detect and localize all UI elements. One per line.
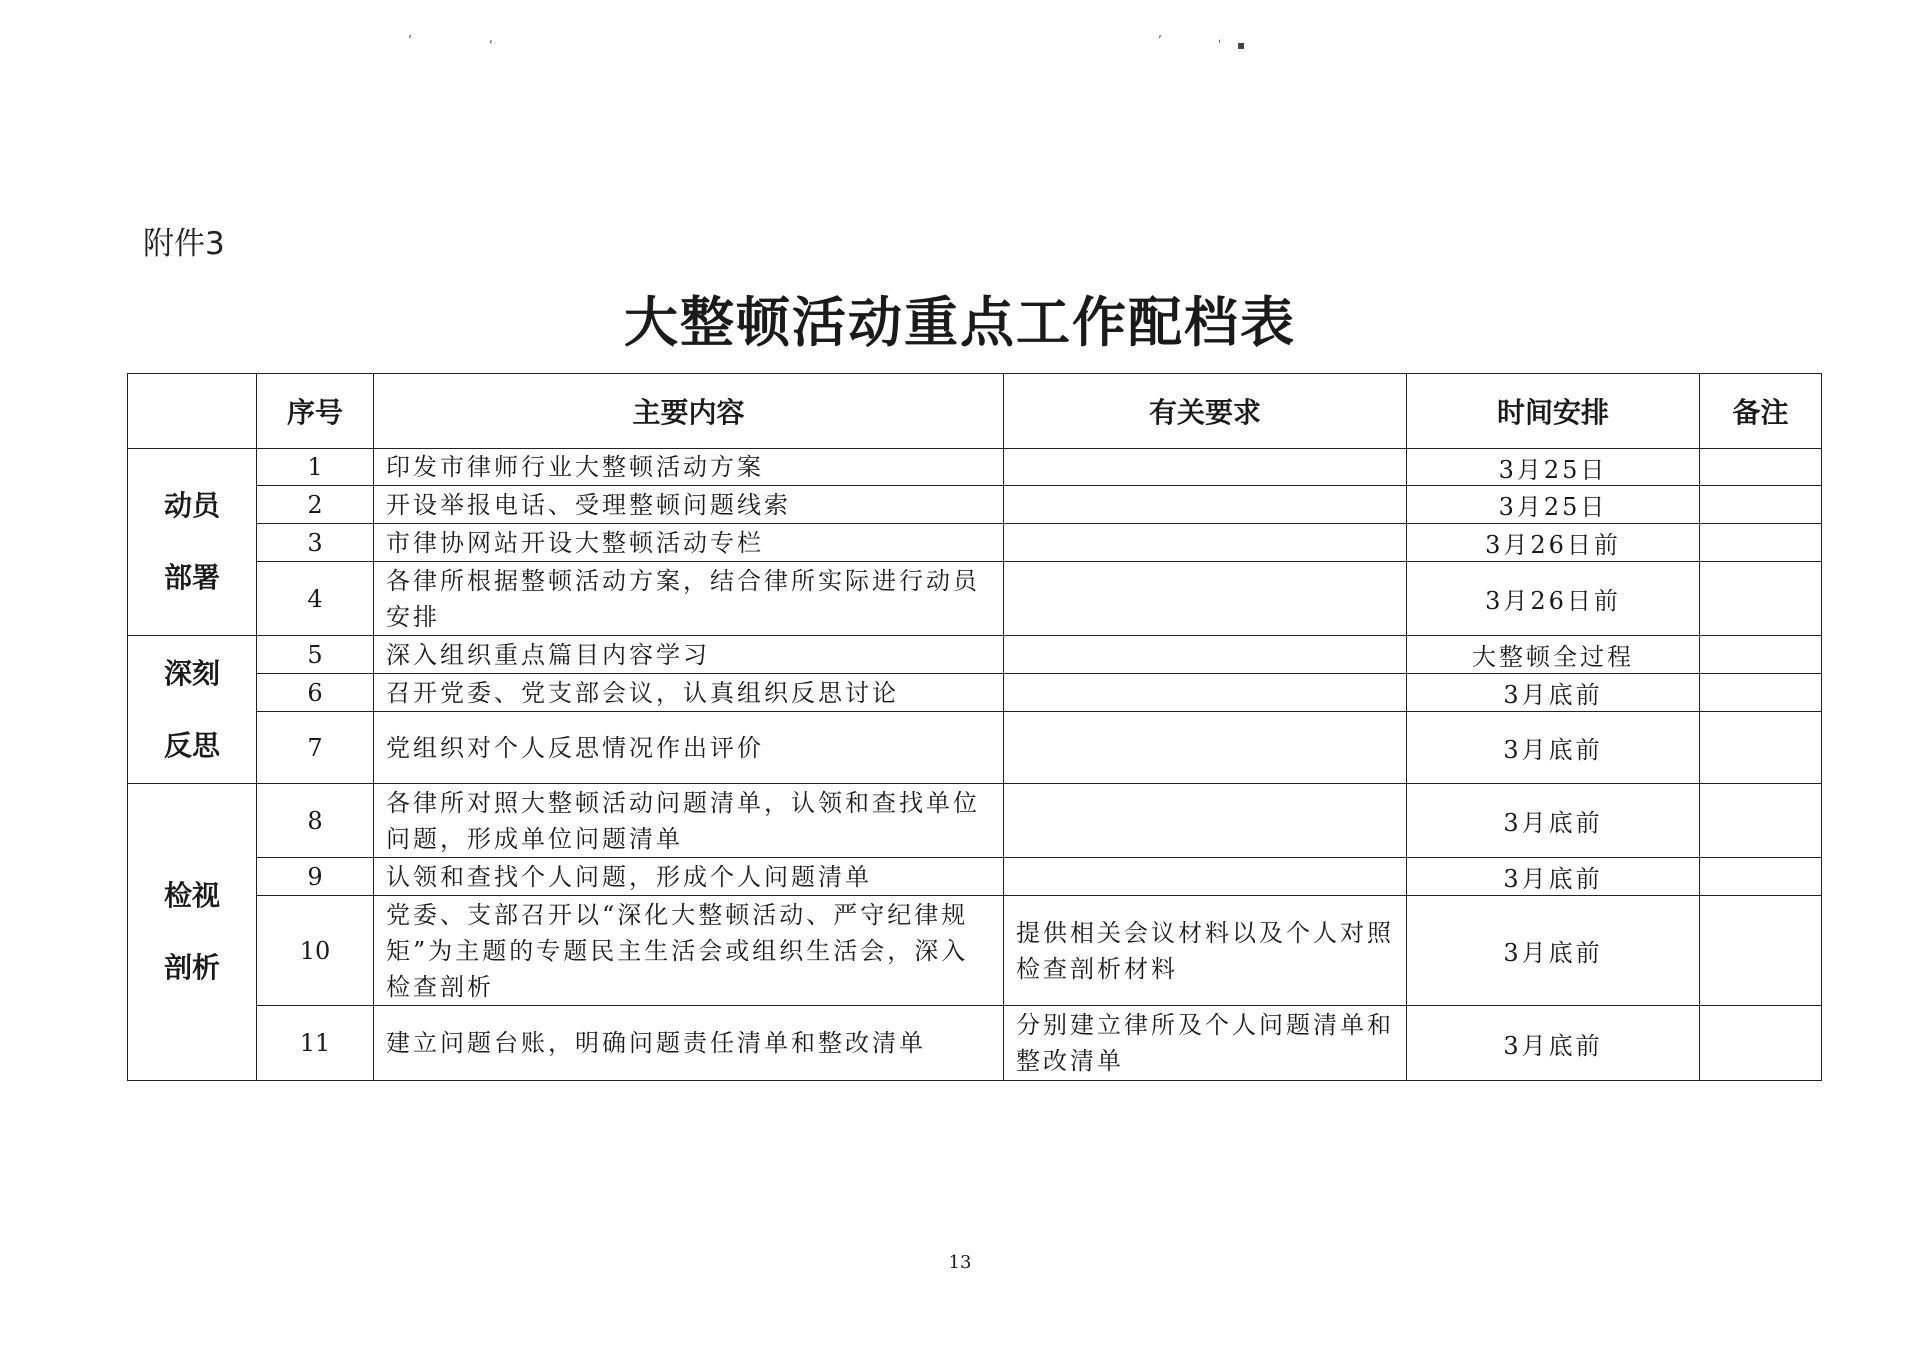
- row-remarks: [1700, 858, 1822, 896]
- scan-mark: ʼ: [1158, 33, 1162, 47]
- row-requirements: 分别建立律所及个人问题清单和整改清单: [1004, 1006, 1407, 1081]
- row-content: 各律所根据整顿活动方案，结合律所实际进行动员安排: [374, 562, 1004, 636]
- table-row: [128, 858, 1822, 896]
- row-number: 3: [257, 524, 374, 562]
- row-requirements: [1004, 858, 1407, 896]
- phase-label-line2: 剖析: [163, 951, 220, 984]
- scan-mark: ˈ: [1218, 38, 1222, 52]
- header-number: 序号: [257, 374, 374, 449]
- phase-label-line2: 部署: [163, 561, 220, 594]
- table-row: [128, 674, 1822, 712]
- table-row: [128, 636, 1822, 674]
- row-schedule: 3月25日: [1407, 449, 1700, 486]
- row-number: 7: [257, 712, 374, 784]
- row-requirements: 提供相关会议材料以及个人对照检查剖析材料: [1004, 896, 1407, 1006]
- row-schedule: 3月25日: [1407, 486, 1700, 524]
- table-row: [128, 896, 1822, 1006]
- row-remarks: [1700, 636, 1822, 674]
- row-remarks: [1700, 712, 1822, 784]
- row-schedule: 3月底前: [1407, 712, 1700, 784]
- table-row: [128, 562, 1822, 636]
- header-phase: [128, 374, 257, 449]
- row-remarks: [1700, 562, 1822, 636]
- row-requirements: [1004, 524, 1407, 562]
- row-content: 党组织对个人反思情况作出评价: [374, 712, 1004, 784]
- phase-label-line1: 检视: [163, 879, 220, 912]
- document-title: 大整顿活动重点工作配档表: [624, 291, 1296, 354]
- row-schedule: 3月底前: [1407, 784, 1700, 858]
- page-number: 13: [948, 1252, 972, 1273]
- scan-mark: ʻ: [489, 38, 493, 52]
- header-schedule: 时间安排: [1407, 374, 1700, 449]
- phase-mobilization: [128, 449, 257, 636]
- header-content: 主要内容: [374, 374, 1004, 449]
- row-schedule: 3月底前: [1407, 858, 1700, 896]
- table-header-row: [128, 374, 1822, 449]
- row-requirements: [1004, 486, 1407, 524]
- row-schedule: 3月底前: [1407, 896, 1700, 1006]
- table-row: [128, 486, 1822, 524]
- table-row: [128, 1006, 1822, 1081]
- phase-label-line2: 反思: [163, 728, 220, 762]
- table-row: [128, 784, 1822, 858]
- scan-mark: ▪: [1237, 38, 1246, 52]
- row-schedule: 大整顿全过程: [1407, 636, 1700, 674]
- phase-label-line1: 深刻: [163, 656, 220, 690]
- row-remarks: [1700, 784, 1822, 858]
- row-content: 各律所对照大整顿活动问题清单，认领和查找单位问题，形成单位问题清单: [374, 784, 1004, 858]
- row-number: 5: [257, 636, 374, 674]
- table-row: [128, 449, 1822, 486]
- row-number: 8: [257, 784, 374, 858]
- table-row: [128, 524, 1822, 562]
- row-requirements: [1004, 784, 1407, 858]
- row-schedule: 3月底前: [1407, 674, 1700, 712]
- row-content: 深入组织重点篇目内容学习: [374, 636, 1004, 674]
- phase-examination: [128, 784, 257, 1081]
- row-number: 6: [257, 674, 374, 712]
- row-remarks: [1700, 896, 1822, 1006]
- row-content: 党委、支部召开以“深化大整顿活动、严守纪律规矩”为主题的专题民主生活会或组织生活会，深入检查剖析: [374, 896, 1004, 1006]
- row-requirements: [1004, 712, 1407, 784]
- row-schedule: 3月底前: [1407, 1006, 1700, 1081]
- row-content: 召开党委、党支部会议，认真组织反思讨论: [374, 674, 1004, 712]
- phase-label-line1: 动员: [163, 489, 220, 522]
- row-schedule: 3月26日前: [1407, 562, 1700, 636]
- row-content: 印发市律师行业大整顿活动方案: [374, 449, 1004, 486]
- row-number: 2: [257, 486, 374, 524]
- attachment-label: 附件3: [143, 226, 225, 262]
- row-remarks: [1700, 449, 1822, 486]
- row-number: 10: [257, 896, 374, 1006]
- row-number: 11: [257, 1006, 374, 1081]
- row-remarks: [1700, 486, 1822, 524]
- row-remarks: [1700, 524, 1822, 562]
- row-content: 市律协网站开设大整顿活动专栏: [374, 524, 1004, 562]
- row-schedule: 3月26日前: [1407, 524, 1700, 562]
- row-requirements: [1004, 449, 1407, 486]
- row-content: 建立问题台账，明确问题责任清单和整改清单: [374, 1006, 1004, 1081]
- row-number: 1: [257, 449, 374, 486]
- scan-mark: ʼ: [408, 33, 412, 47]
- row-remarks: [1700, 1006, 1822, 1081]
- row-requirements: [1004, 562, 1407, 636]
- row-remarks: [1700, 674, 1822, 712]
- row-requirements: [1004, 674, 1407, 712]
- row-content: 开设举报电话、受理整顿问题线索: [374, 486, 1004, 524]
- row-number: 9: [257, 858, 374, 896]
- row-requirements: [1004, 636, 1407, 674]
- header-requirements: 有关要求: [1004, 374, 1407, 449]
- phase-reflection: [128, 636, 257, 784]
- table-row: [128, 712, 1822, 784]
- row-content: 认领和查找个人问题，形成个人问题清单: [374, 858, 1004, 896]
- header-remarks: 备注: [1700, 374, 1822, 449]
- row-number: 4: [257, 562, 374, 636]
- work-schedule-table: [127, 373, 1822, 1081]
